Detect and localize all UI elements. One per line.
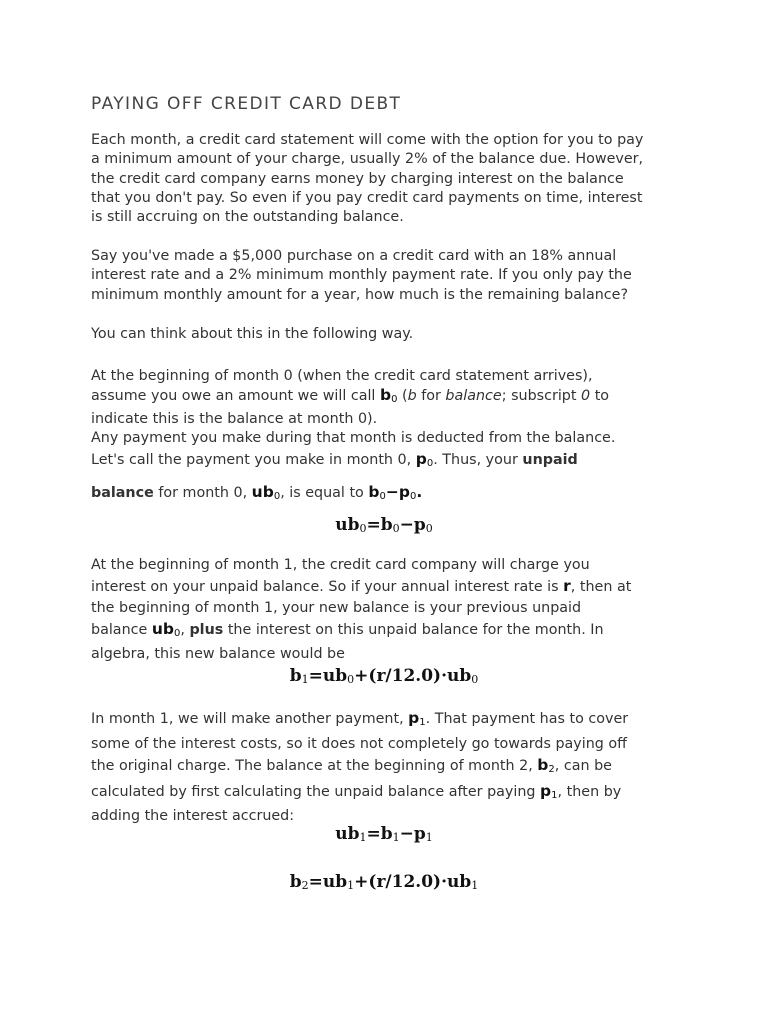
math-ub0 [252,483,281,501]
math-subscript: 2 [301,879,309,892]
text-line: indicate this is the balance at month 0). [91,410,378,427]
math-b0 [380,386,397,404]
text-line: Each month, a credit card statement will come with the option for you to pay [91,132,644,148]
text-line: interest rate and a 2% minimum monthly payment rate. If you only pay the [91,267,632,284]
text-line: Any payment you make during that month is deducted from the balance. [91,429,616,446]
math-p0 [416,450,433,468]
math-subscript: 1 [301,673,309,686]
text-line [91,619,691,644]
bold-text: unpaid [522,452,578,469]
text-segment: , then at [570,579,632,595]
text-segment: the interest on this unpaid balance for the month. In [223,622,604,638]
text-line: minimum monthly amount for a year, how much is the remaining balance? [91,286,629,303]
bold-text: balance [91,485,154,502]
text-segment: calculated by first calculating the unpaid balance after paying [91,783,541,800]
math-symbol: b [289,872,302,892]
text-line: the credit card company earns money by charging interest on the balance [91,170,624,187]
text-line [91,708,691,734]
math-subscript: 0 [471,673,479,686]
text-segment: ( [397,388,408,405]
math-symbol: b [379,386,392,405]
text-segment: . That payment has to cover [425,711,629,727]
math-r: r [563,577,571,595]
text-segment: Let's call the payment you make in month 0, [91,452,416,469]
equation-b1 [0,666,768,686]
math-symbol: b [289,666,302,686]
math-symbol: p [398,483,410,502]
text-line: the beginning of month 1, your new balance is your previous unpaid [91,600,582,616]
math-subscript: 0 [391,394,398,406]
page-title: PAYING OFF CREDIT CARD DEBT [91,94,402,114]
math-operator: + [354,872,369,892]
text-line: At the beginning of month 1, the credit card company will charge you [91,557,590,573]
text-segment: balance [91,622,152,638]
text-segment: ; subscript [501,388,582,405]
math-operator: − [399,824,414,844]
italic-text: balance [445,388,502,405]
math-symbol: b [380,515,393,535]
math-symbol: ub [322,872,348,892]
math-subscript: 1 [347,879,355,892]
math-subscript: 0 [347,673,355,686]
math-subscript: 0 [273,491,281,503]
text-line: adding the interest accrued: [91,808,295,824]
equation-ub1 [0,824,768,844]
math-operator: − [385,483,399,502]
italic-text: 0 [581,388,591,405]
text-line: You can think about this in the following way. [91,326,414,342]
text-line: At the beginning of month 0 (when the credit card statement arrives), [91,368,593,384]
math-subscript: 1 [551,789,558,801]
text-line [91,781,691,807]
math-operator: . [416,483,423,502]
bold-text: plus [189,622,224,638]
transition-paragraph [91,325,691,344]
math-symbol: p [408,709,420,727]
text-segment: for month 0, [153,485,252,502]
math-b0-minus-p0 [368,483,422,501]
math-p1 [540,782,557,800]
math-subscript: 1 [392,831,400,844]
math-symbol: ub [446,872,472,892]
math-subscript: 1 [425,831,433,844]
text-line: algebra, this new balance would be [91,646,345,662]
text-segment: In month 1, we will make another payment, [91,711,409,727]
text-segment: to [590,388,610,405]
equation-ub0 [0,515,768,535]
math-symbol: p [540,781,552,800]
math-subscript: 0 [392,522,400,535]
math-subscript: 0 [173,628,181,639]
equation-b2 [0,872,768,892]
month-one-paragraph [91,555,691,665]
text-segment: interest on your unpaid balance. So if your annual interest rate is [91,579,564,595]
text-segment: , then by [557,783,622,800]
math-subscript: 0 [426,458,434,470]
math-symbol: p [415,450,427,469]
text-segment: the original charge. The balance at the beginning of month 2, [91,758,538,774]
text-line: Say you've made a $5,000 purchase on a credit card with an 18% annual [91,248,617,264]
text-segment: , can be [554,758,612,774]
math-symbol: ub [335,515,360,535]
math-symbol: ub [322,666,348,686]
italic-text: b [407,388,417,405]
math-rate: (r/12.0)· [368,666,447,686]
text-line [91,755,691,781]
text-segment: . Thus, your [433,452,523,469]
math-subscript: 1 [419,717,426,728]
math-operator: = [366,824,381,844]
math-operator: + [354,666,369,686]
text-line [91,386,691,409]
math-subscript: 0 [409,491,417,503]
math-subscript: 0 [359,522,367,535]
math-symbol: p [413,515,426,535]
math-symbol: ub [251,483,274,502]
math-subscript: 0 [425,522,433,535]
text-line: some of the interest costs, so it does not completely go towards paying off [91,735,627,752]
math-rate: (r/12.0)· [368,872,447,892]
math-subscript: 1 [359,831,367,844]
text-line: is still accruing on the outstanding balance. [91,209,404,226]
intro-paragraph [91,131,691,227]
text-line: that you don't pay. So even if you pay credit card payments on time, interest [91,189,643,206]
math-symbol: p [413,824,426,844]
text-segment: assume you owe an amount we will call [91,388,380,405]
text-line [91,450,691,473]
math-symbol: ub [151,620,174,638]
month-two-paragraph [91,708,691,828]
scenario-paragraph [91,247,691,305]
math-operator: = [308,872,323,892]
text-line [91,483,691,506]
text-segment: , is equal to [280,485,369,502]
math-symbol: ub [446,666,472,686]
text-line [91,576,691,598]
text-line: a minimum amount of your charge, usually 2% of the balance due. However, [91,151,644,168]
math-operator: − [399,515,414,535]
math-subscript: 2 [548,764,555,775]
math-operator: = [308,666,323,686]
math-symbol: ub [335,824,360,844]
text-segment: for [416,388,446,405]
math-symbol: b [537,756,549,774]
math-subscript: 1 [471,879,479,892]
math-p1 [408,709,425,727]
math-symbol: b [368,483,380,502]
math-b2 [537,756,554,774]
text-segment: , [180,622,190,638]
math-subscript: 0 [379,491,386,503]
math-operator: = [366,515,381,535]
month-zero-paragraph [91,367,691,507]
math-ub0 [152,620,181,638]
math-symbol: b [380,824,393,844]
